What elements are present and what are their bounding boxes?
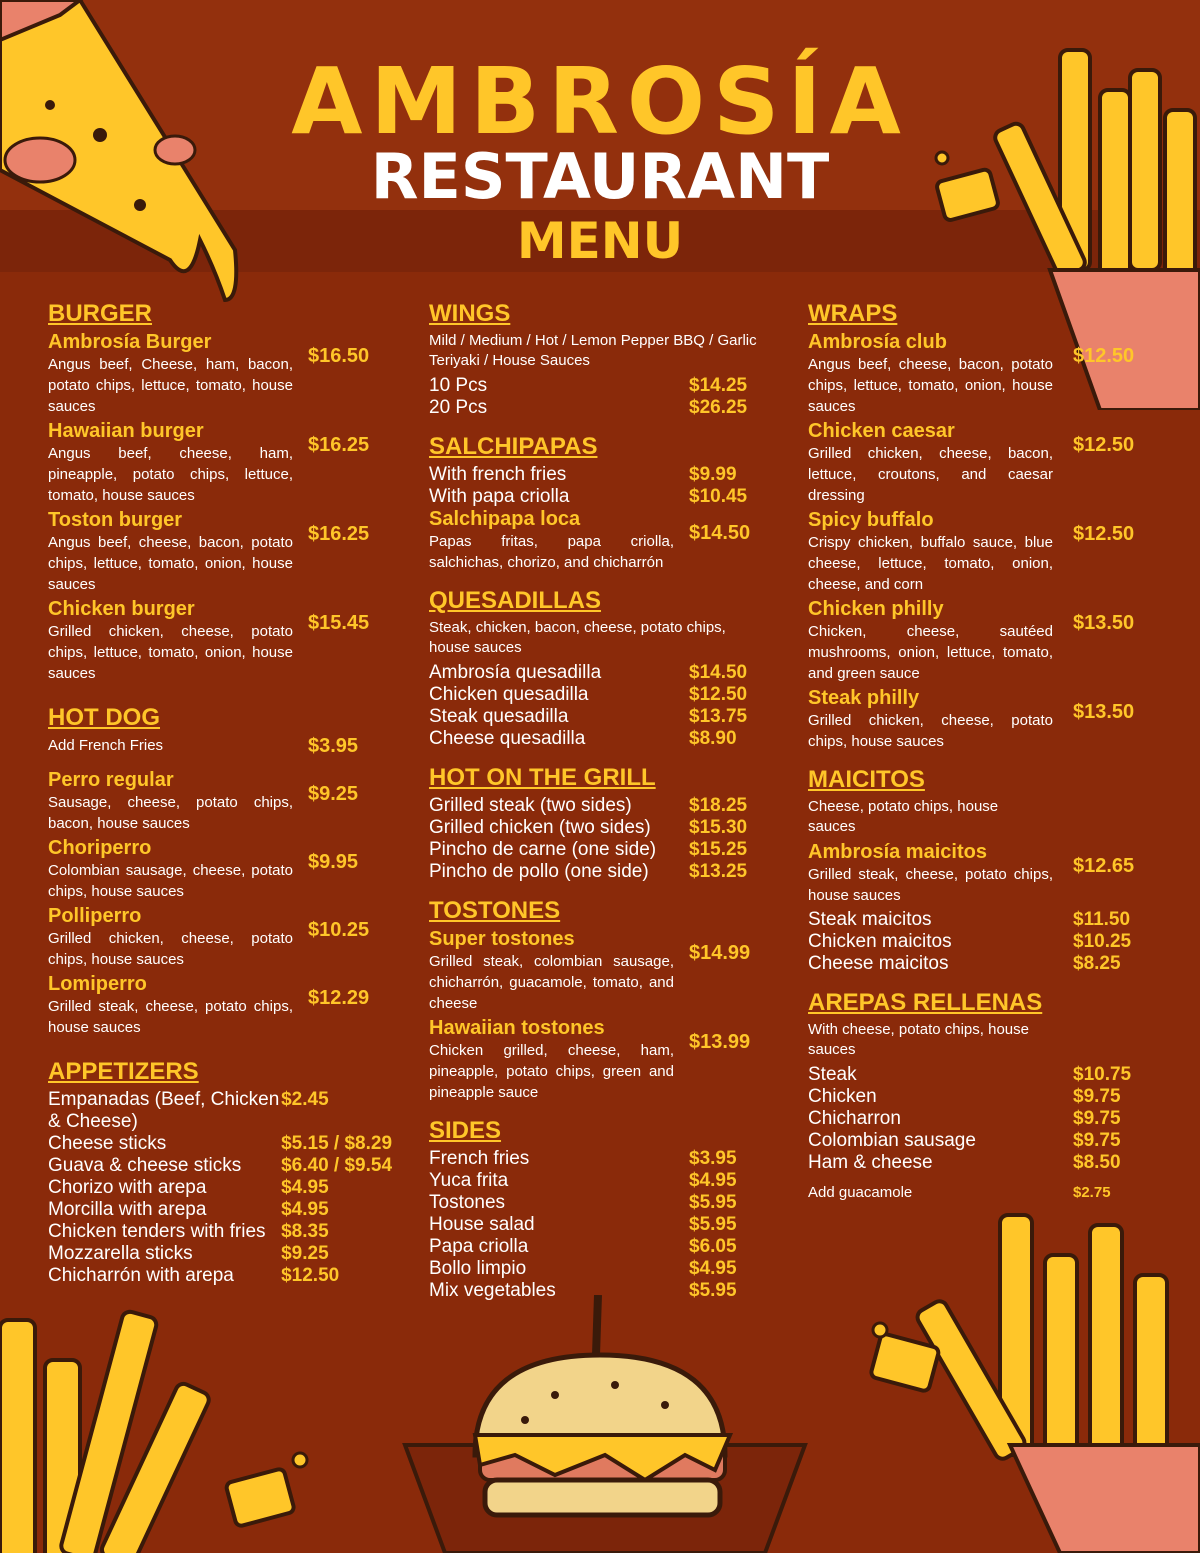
menu-item-body [48,905,293,970]
item-price: $13.50 [1073,612,1135,634]
menu-item [48,973,393,1038]
row-price: $26.25 [689,397,748,418]
price-row [429,817,759,839]
item-name: Hawaiian tostones [429,1017,605,1039]
price-row [48,1221,393,1243]
price-row [808,909,1143,931]
price-row [429,464,759,486]
row-price: $8.25 [1073,953,1121,974]
price-row [808,1064,1143,1086]
menu-item [429,1017,759,1103]
section-hotdog [48,704,393,1038]
row-name: Colombian sausage [808,1130,976,1151]
row-price: $8.50 [1073,1152,1121,1173]
row-name: With papa criolla [429,486,570,507]
price-row [429,795,759,817]
section-heading: HOT DOG [48,704,160,731]
menu-item-body [808,509,1053,595]
price-row [48,1265,393,1287]
row-name: Steak maicitos [808,909,932,930]
menu-item-body [808,331,1053,417]
row-price: $18.25 [689,795,748,816]
section-heading: WRAPS [808,300,898,327]
section-note: Steak, chicken, bacon, cheese, potato chips, house sauces [429,619,726,656]
menu-item [429,508,759,573]
menu-column-3 [808,300,1143,1218]
price-row [48,1177,393,1199]
item-price: $13.99 [689,1031,751,1053]
row-name: Chicken tenders with fries [48,1221,266,1242]
menu-item [808,420,1143,506]
item-price: $14.99 [689,942,751,964]
menu-item [48,905,393,970]
fries-icon [860,1195,1200,1553]
price-row [429,1214,759,1236]
item-description: Grilled chicken, cheese, potato chips, house sauces [808,712,1053,750]
row-price: $9.75 [1073,1130,1121,1151]
menu-item-body [48,420,293,506]
row-name: Cheese maicitos [808,953,949,974]
row-price: $5.15 / $8.29 [281,1133,393,1154]
section-tostones [429,897,759,1103]
row-price: $12.50 [281,1265,340,1286]
add-label: Add guacamole [808,1184,913,1201]
row-name: Ham & cheese [808,1152,933,1173]
section-heading: TOSTONES [429,897,561,924]
price-row [429,1258,759,1280]
menu-column-2 [429,300,759,1316]
row-price: $9.99 [689,464,737,485]
item-price: $12.50 [1073,434,1135,456]
section-appetizers [48,1058,393,1287]
row-name: Empanadas (Beef, Chicken & Cheese) [48,1089,280,1132]
menu-item-body [429,928,674,1014]
item-description: Angus beef, cheese, bacon, potato chips, lettuce, tomato, onion, house sauces [808,356,1053,415]
row-price: $13.25 [689,861,748,882]
menu-item [808,687,1143,752]
add-guacamole-row [808,1182,1143,1204]
section-heading: APPETIZERS [48,1058,199,1085]
menu-item [429,928,759,1014]
row-name: House salad [429,1214,535,1235]
row-name: Cheese quesadilla [429,728,586,749]
price-row [429,375,759,397]
row-name: Mozzarella sticks [48,1243,193,1264]
row-price: $8.35 [281,1221,329,1242]
menu-item [48,331,393,417]
item-price: $16.25 [308,434,370,456]
row-name: 20 Pcs [429,397,488,418]
row-price: $14.25 [689,375,748,396]
row-price: $14.50 [689,662,748,683]
price-row [808,1152,1143,1174]
price-row [429,1192,759,1214]
item-name: Ambrosía Burger [48,331,212,353]
menu-item-body [48,769,293,834]
menu-item-body [808,420,1053,506]
menu-item-body [48,973,293,1038]
item-name: Chicken philly [808,598,944,620]
menu-title: MENU [516,212,684,270]
item-name: Steak philly [808,687,920,709]
price-row [808,953,1143,975]
row-price: $13.75 [689,706,748,727]
price-row [429,706,759,728]
section-heading: SIDES [429,1117,502,1144]
item-price: $12.29 [308,987,370,1009]
item-name: Salchipapa loca [429,508,581,530]
row-name: Yuca frita [429,1170,509,1191]
section-heading: QUESADILLAS [429,587,602,614]
row-name: Guava & cheese sticks [48,1155,242,1176]
item-name: Toston burger [48,509,183,531]
row-price: $6.40 / $9.54 [281,1155,393,1176]
item-price: $12.50 [1073,523,1135,545]
item-price: $12.50 [1073,345,1135,367]
row-price: $11.50 [1073,909,1131,930]
restaurant-subtitle: RESTAURANT [370,140,830,213]
price-row [808,931,1143,953]
row-name: Morcilla with arepa [48,1199,207,1220]
row-name: Tostones [429,1192,506,1213]
section-note: With cheese, potato chips, house sauces [808,1021,1029,1058]
burger-icon [385,1295,825,1553]
menu-item-body [808,598,1053,684]
item-description: Angus beef, cheese, ham, pineapple, potato chips, lettuce, tomato, house sauces [48,445,293,504]
menu-item-body [48,598,293,684]
row-price: $4.95 [281,1177,329,1198]
row-name: Papa criolla [429,1236,529,1257]
row-name: Chorizo with arepa [48,1177,207,1198]
menu-item-body [808,841,1053,906]
price-row [429,1148,759,1170]
price-row [429,662,759,684]
row-price: $10.75 [1073,1064,1132,1085]
row-name: Pincho de pollo (one side) [429,861,649,882]
row-name: Chicken maicitos [808,931,952,952]
row-price: $2.45 [281,1089,329,1110]
row-price: $4.95 [689,1258,737,1279]
row-price: $9.25 [281,1243,329,1264]
section-sides [429,1117,759,1302]
row-name: Steak quesadilla [429,706,569,727]
item-description: Grilled steak, cheese, potato chips, house sauces [48,998,293,1036]
row-price: $6.05 [689,1236,737,1257]
row-name: Chicken [808,1086,877,1107]
section-wraps [808,300,1143,752]
price-row [48,1089,393,1133]
section-heading: SALCHIPAPAS [429,433,598,460]
row-name: Chicken quesadilla [429,684,589,705]
row-name: With french fries [429,464,567,485]
fries-icon [0,1300,320,1553]
item-name: Polliperro [48,905,142,927]
section-arepas [808,989,1143,1204]
item-price: $14.50 [689,522,751,544]
row-name: Ambrosía quesadilla [429,662,602,683]
menu-item-body [48,331,293,417]
section-grill [429,764,759,883]
price-row [429,839,759,861]
menu-item [48,598,393,684]
section-maicitos [808,766,1143,975]
menu-item-body [429,508,674,573]
row-price: $15.30 [689,817,748,838]
row-price: $9.75 [1073,1108,1121,1129]
item-price: $16.25 [308,523,370,545]
item-name: Choriperro [48,837,152,859]
item-name: Perro regular [48,769,174,791]
item-price: $9.95 [308,851,359,873]
item-description: Sausage, cheese, potato chips, bacon, house sauces [48,794,293,832]
item-price: $9.25 [308,783,359,805]
row-name: Pincho de carne (one side) [429,839,657,860]
row-name: 10 Pcs [429,375,488,396]
section-heading: WINGS [429,300,511,327]
row-price: $9.75 [1073,1086,1121,1107]
item-description: Angus beef, cheese, bacon, potato chips, lettuce, tomato, onion, house sauces [48,534,293,593]
row-price: $3.95 [689,1148,737,1169]
price-row [808,1130,1143,1152]
section-heading: HOT ON THE GRILL [429,764,656,791]
item-description: Grilled chicken, cheese, potato chips, lettuce, tomato, onion, house sauces [48,623,293,682]
menu-item [48,769,393,834]
item-name: Spicy buffalo [808,509,934,531]
restaurant-name: AMBROSÍA [291,48,909,155]
price-row [808,1108,1143,1130]
section-quesadillas [429,587,759,750]
section-burger [48,300,393,684]
item-price: $13.50 [1073,701,1135,723]
row-name: Grilled steak (two sides) [429,795,632,816]
section-heading: MAICITOS [808,766,925,793]
item-price: $12.65 [1073,855,1135,877]
item-name: Super tostones [429,928,575,950]
row-name: Bollo limpio [429,1258,527,1279]
item-description: Chicken grilled, cheese, ham, pineapple, potato chips, green and pineapple sauce [429,1042,674,1101]
item-price: $10.25 [308,919,370,941]
row-name: Steak [808,1064,857,1085]
item-name: Lomiperro [48,973,147,995]
row-price: $15.25 [689,839,748,860]
add-price: $3.95 [308,735,359,757]
row-name: Cheese sticks [48,1133,167,1154]
row-price: $12.50 [689,684,748,705]
row-price: $4.95 [689,1170,737,1191]
item-description: Chicken, cheese, sautéed mushrooms, onion, lettuce, tomato, and green sauce [808,623,1053,682]
add-fries-row [48,735,393,757]
item-description: Angus beef, Cheese, ham, bacon, potato chips, lettuce, tomato, house sauces [48,356,293,415]
price-row [429,1280,759,1302]
row-name: Mix vegetables [429,1280,556,1301]
price-row [48,1155,393,1177]
row-name: Grilled chicken (two sides) [429,817,651,838]
row-price: $4.95 [281,1199,329,1220]
item-name: Chicken burger [48,598,195,620]
item-price: $15.45 [308,612,370,634]
section-note: Cheese, potato chips, house sauces [808,798,999,835]
item-description: Papas fritas, papa criolla, salchichas, chorizo, and chicharrón [429,533,674,571]
menu-item [48,837,393,902]
item-price: $16.50 [308,345,370,367]
item-description: Grilled steak, cheese, potato chips, house sauces [808,866,1053,904]
add-price: $2.75 [1073,1184,1111,1201]
menu-item [808,509,1143,595]
price-row [429,1236,759,1258]
item-name: Chicken caesar [808,420,955,442]
menu-item-body [429,1017,674,1103]
price-row [808,1086,1143,1108]
item-name: Ambrosía maicitos [808,841,987,863]
section-salchipapas [429,433,759,573]
menu-item [48,509,393,595]
price-row [429,397,759,419]
item-description: Grilled steak, colombian sausage, chicharrón, guacamole, tomato, and cheese [429,953,674,1012]
price-row [48,1133,393,1155]
section-heading: AREPAS RELLENAS [808,989,1043,1016]
price-row [429,1170,759,1192]
menu-item-body [808,687,1053,752]
price-row [429,728,759,750]
price-row [48,1199,393,1221]
menu-column-1 [48,300,393,1301]
item-description: Colombian sausage, cheese, potato chips, house sauces [48,862,293,900]
row-name: Chicharrón with arepa [48,1265,234,1286]
row-price: $5.95 [689,1214,737,1235]
item-name: Ambrosía club [808,331,947,353]
price-row [429,684,759,706]
item-name: Hawaiian burger [48,420,204,442]
item-description: Crispy chicken, buffalo sauce, blue cheese, lettuce, tomato, onion, cheese, and corn [808,534,1053,593]
menu-item-body [48,837,293,902]
row-price: $8.90 [689,728,737,749]
menu-item-body [48,509,293,595]
row-name: Chicharron [808,1108,901,1129]
price-row [429,486,759,508]
section-wings [429,300,759,419]
price-row [48,1243,393,1265]
price-row [429,861,759,883]
row-price: $5.95 [689,1192,737,1213]
section-note: Mild / Medium / Hot / Lemon Pepper BBQ / Garlic Teriyaki / House Sauces [429,332,757,369]
menu-item [808,331,1143,417]
add-label: Add French Fries [48,737,164,754]
menu-item [808,598,1143,684]
item-description: Grilled chicken, cheese, bacon, lettuce, croutons, and caesar dressing [808,445,1053,504]
row-price: $5.95 [689,1280,737,1301]
section-heading: BURGER [48,300,153,327]
row-price: $10.45 [689,486,748,507]
menu-item [48,420,393,506]
item-description: Grilled chicken, cheese, potato chips, house sauces [48,930,293,968]
row-price: $10.25 [1073,931,1132,952]
menu-item [808,841,1143,906]
row-name: French fries [429,1148,530,1169]
